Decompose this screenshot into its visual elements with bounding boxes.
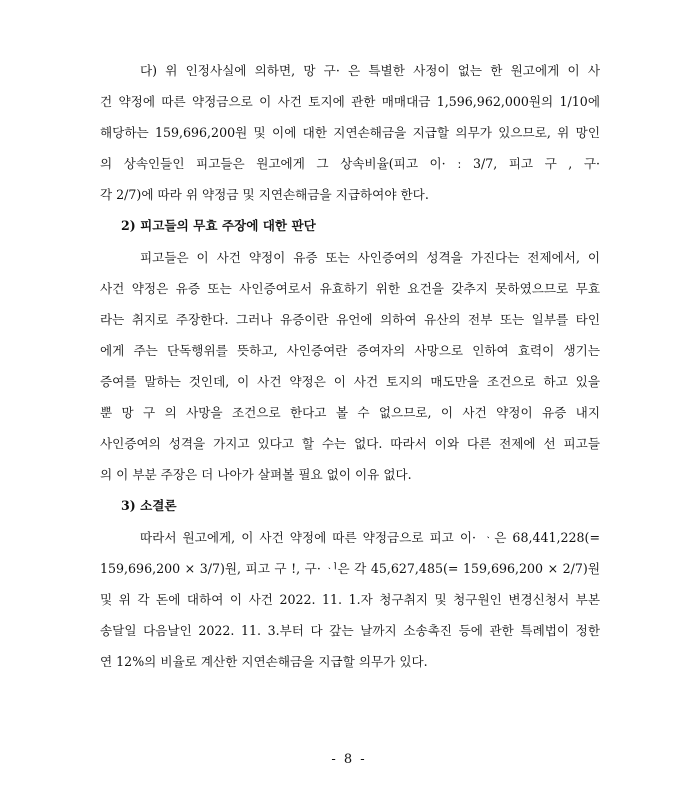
paragraph-line: 송달일 다음날인 2022. 11. 3.부터 다 갚는 날까지 소송촉진 등에 관한 특례법이 정한 <box>100 623 600 638</box>
paragraph-line: 159,696,200 × 3/7)원, 피고 구 !, 구· ᆡ은 각 45,627,485(= 159,696,200 × 2/7)원 <box>100 561 600 576</box>
paragraph-line: 사건 약정은 유증 또는 사인증여로서 유효하기 위한 요건을 갖추지 못하였으므로 무효 <box>100 281 600 296</box>
page-number: - 8 - <box>331 752 367 767</box>
paragraph-line: 피고들은 이 사건 약정이 유증 또는 사인증여의 성격을 가진다는 전제에서, 이 <box>140 250 600 265</box>
paragraph-line: 에게 주는 단독행위를 뜻하고, 사인증여란 증여자의 사망으로 인하여 효력이 생기는 <box>100 343 600 358</box>
paragraph-line: 및 위 각 돈에 대하여 이 사건 2022. 11. 1.자 청구취지 및 청구원인 변경신청서 부본 <box>100 592 600 607</box>
paragraph-line: 각 2/7)에 따라 위 약정금 및 지연손해금을 지급하여야 한다. <box>100 187 429 202</box>
paragraph-line: 따라서 원고에게, 이 사건 약정에 따른 약정금으로 피고 이· ᆞ은 68,441,228(= <box>140 530 600 545</box>
paragraph-line: 라는 취지로 주장한다. 그러나 유증이란 유언에 의하여 유산의 전부 또는 일부를 타인 <box>100 312 600 327</box>
paragraph-line: 의 이 부분 주장은 더 나아가 살펴볼 필요 없이 이유 없다. <box>100 467 412 482</box>
section-heading: 2) 피고들의 무효 주장에 대한 판단 <box>121 218 316 233</box>
paragraph-line: 의 상속인들인 피고들은 원고에게 그 상속비율(피고 이· ː 3/7, 피고 구 , 구· <box>100 156 600 171</box>
section-heading: 3) 소결론 <box>121 498 177 513</box>
paragraph-line: 다) 위 인정사실에 의하면, 망 구· 은 특별한 사정이 없는 한 원고에게 이 사 <box>140 63 600 78</box>
paragraph-line: 연 12%의 비율로 계산한 지연손해금을 지급할 의무가 있다. <box>100 654 428 669</box>
paragraph-line: 건 약정에 따른 약정금으로 이 사건 토지에 관한 매매대금 1,596,962,000원의 1/10에 <box>100 94 600 109</box>
paragraph-line: 증여를 말하는 것인데, 이 사건 약정은 이 사건 토지의 매도만을 조건으로 하고 있을 <box>100 374 600 389</box>
paragraph-line: 사인증여의 성격을 가지고 있다고 할 수는 없다. 따라서 이와 다른 전제에 선 피고들 <box>100 436 600 451</box>
paragraph-line: 뿐 망 구 의 사망을 조건으로 한다고 볼 수 없으므로, 이 사건 약정이 유증 내지 <box>100 405 600 420</box>
paragraph-line: 해당하는 159,696,200원 및 이에 대한 지연손해금을 지급할 의무가 있으므로, 위 망인 <box>100 125 600 140</box>
